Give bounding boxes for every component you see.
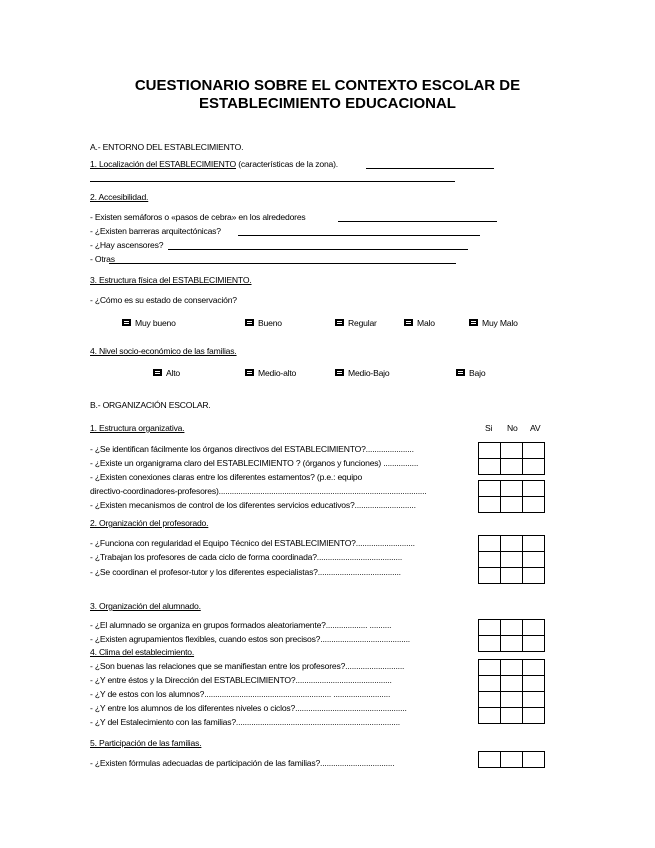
- org-item-2: - ¿Existe un organigrama claro del ESTABLECIMIENTO ? (órganos y funciones) ................: [90, 458, 419, 468]
- answer-grid-fam[interactable]: [478, 751, 545, 768]
- section-b-heading: B.- ORGANIZACIÓN ESCOLAR.: [90, 400, 211, 410]
- option-bajo-label: Bajo: [469, 368, 486, 378]
- accessibility-item-traffic-lights: - Existen semáforos o «pasos de cebra» en los alrededores: [90, 212, 306, 222]
- clima-item-5: - ¿Y del Estalecimiento con las familias?...........................................................................: [90, 717, 400, 727]
- school-climate-title: 4. Clima del establecimiento.: [90, 647, 195, 657]
- prof-item-1: - ¿Funciona con regularidad el Equipo Técnico del ESTABLECIMIENTO?...........................: [90, 538, 415, 548]
- option-regular[interactable]: [335, 318, 377, 328]
- checkbox-icon[interactable]: [404, 319, 413, 326]
- checkbox-icon[interactable]: [335, 319, 344, 326]
- prof-item-3: - ¿Se coordinan el profesor-tutor y los diferentes especialistas?......................................: [90, 567, 401, 577]
- location-answer-line-2[interactable]: [90, 181, 455, 182]
- clima-item-2: - ¿Y entre éstos y la Dirección del ESTABLECIMIENTO?............................................: [90, 675, 392, 685]
- option-muy-malo-label: Muy Malo: [482, 318, 518, 328]
- option-muy-bueno-label: Muy bueno: [135, 318, 176, 328]
- option-bueno-label: Bueno: [258, 318, 282, 328]
- col-header-si: Si: [485, 423, 493, 433]
- checkbox-icon[interactable]: [153, 369, 162, 376]
- accessibility-title: 2. Accesibilidad.: [90, 192, 149, 202]
- socioeconomic-title: 4. Nivel socio-económico de las familias.: [90, 346, 237, 356]
- option-medio-alto[interactable]: [245, 368, 296, 378]
- option-alto[interactable]: [153, 368, 180, 378]
- checkbox-icon[interactable]: [335, 369, 344, 376]
- option-medio-bajo[interactable]: [335, 368, 389, 378]
- checkbox-icon[interactable]: [122, 319, 131, 326]
- checkbox-icon[interactable]: [469, 319, 478, 326]
- checkbox-icon[interactable]: [245, 319, 254, 326]
- option-muy-bueno[interactable]: [122, 318, 176, 328]
- accessibility-item-barriers: - ¿Existen barreras arquitectónicas?: [90, 226, 221, 236]
- option-malo-label: Malo: [417, 318, 435, 328]
- org-structure-title: 1. Estructura organizativa.: [90, 423, 185, 433]
- alum-item-1: - ¿El alumnado se organiza en grupos formados aleatoriamente?................... ..........: [90, 620, 392, 630]
- org-item-3: - ¿Existen conexiones claras entre los diferentes estamentos? (p.e.: equipo: [90, 472, 363, 482]
- org-item-3-cont: directivo-coordinadores-profesores)...............................................................................................: [90, 486, 427, 496]
- accessibility-item-others: - Otras: [90, 254, 115, 264]
- family-participation-title: 5. Participación de las familias.: [90, 738, 202, 748]
- option-muy-malo[interactable]: [469, 318, 518, 328]
- answer-grid-org-2[interactable]: [478, 480, 545, 513]
- answer-grid-alum[interactable]: [478, 619, 545, 652]
- accessibility-item-elevators: - ¿Hay ascensores?: [90, 240, 164, 250]
- option-medio-alto-label: Medio-alto: [258, 368, 297, 378]
- document-title-line-1: CUESTIONARIO SOBRE EL CONTEXTO ESCOLAR DE: [134, 77, 521, 94]
- fam-item-1: - ¿Existen fórmulas adecuadas de participación de las familias?..................................: [90, 758, 395, 768]
- accessibility-answer-line-2[interactable]: [238, 235, 480, 236]
- teachers-org-title: 2. Organización del profesorado.: [90, 518, 209, 528]
- org-item-4: - ¿Existen mecanismos de control de los diferentes servicios educativos?............................: [90, 500, 416, 510]
- option-medio-bajo-label: Medio-Bajo: [348, 368, 390, 378]
- option-alto-label: Alto: [166, 368, 181, 378]
- clima-item-3: - ¿Y de estos con los alumnos?.......................................................... ..........................: [90, 689, 391, 699]
- checkbox-icon[interactable]: [456, 369, 465, 376]
- checkbox-icon[interactable]: [245, 369, 254, 376]
- alum-item-2: - ¿Existen agrupamientos flexibles, cuando estos son precisos?.........................................: [90, 634, 410, 644]
- clima-item-4: - ¿Y entre los alumnos de los diferentes niveles o ciclos?...................................................: [90, 703, 407, 713]
- org-item-1: - ¿Se identifican fácilmente los órganos directivos del ESTABLECIMIENTO?......................: [90, 444, 414, 454]
- physical-structure-title: 3. Estructura física del ESTABLECIMIENTO.: [90, 275, 252, 285]
- document-title-line-2: ESTABLECIMIENTO EDUCACIONAL: [199, 95, 456, 112]
- accessibility-answer-line-3[interactable]: [168, 249, 468, 250]
- location-label: [90, 159, 338, 169]
- option-regular-label: Regular: [348, 318, 377, 328]
- location-label-rest: (características de la zona).: [236, 159, 338, 169]
- clima-item-1: - ¿Son buenas las relaciones que se manifiestan entre los profesores?...........................: [90, 661, 405, 671]
- answer-grid-prof[interactable]: [478, 535, 545, 584]
- answer-grid-org-1[interactable]: [478, 442, 545, 475]
- location-label-underlined: 1. Localización del ESTABLECIMIENTO: [90, 159, 237, 169]
- section-a-heading: A.- ENTORNO DEL ESTABLECIMIENTO.: [90, 142, 244, 152]
- prof-item-2: - ¿Trabajan los profesores de cada ciclo de forma coordinada?.......................................: [90, 552, 403, 562]
- students-org-title: 3. Organización del alumnado.: [90, 601, 201, 611]
- conservation-question: - ¿Cómo es su estado de conservación?: [90, 295, 237, 305]
- option-bueno[interactable]: [245, 318, 282, 328]
- answer-grid-clima[interactable]: [478, 659, 545, 724]
- location-answer-line-1[interactable]: [366, 168, 494, 169]
- option-malo[interactable]: [404, 318, 435, 328]
- accessibility-answer-line-4[interactable]: [109, 263, 456, 264]
- col-header-no: No: [507, 423, 518, 433]
- option-bajo[interactable]: [456, 368, 485, 378]
- col-header-av: AV: [530, 423, 541, 433]
- accessibility-answer-line-1[interactable]: [338, 221, 497, 222]
